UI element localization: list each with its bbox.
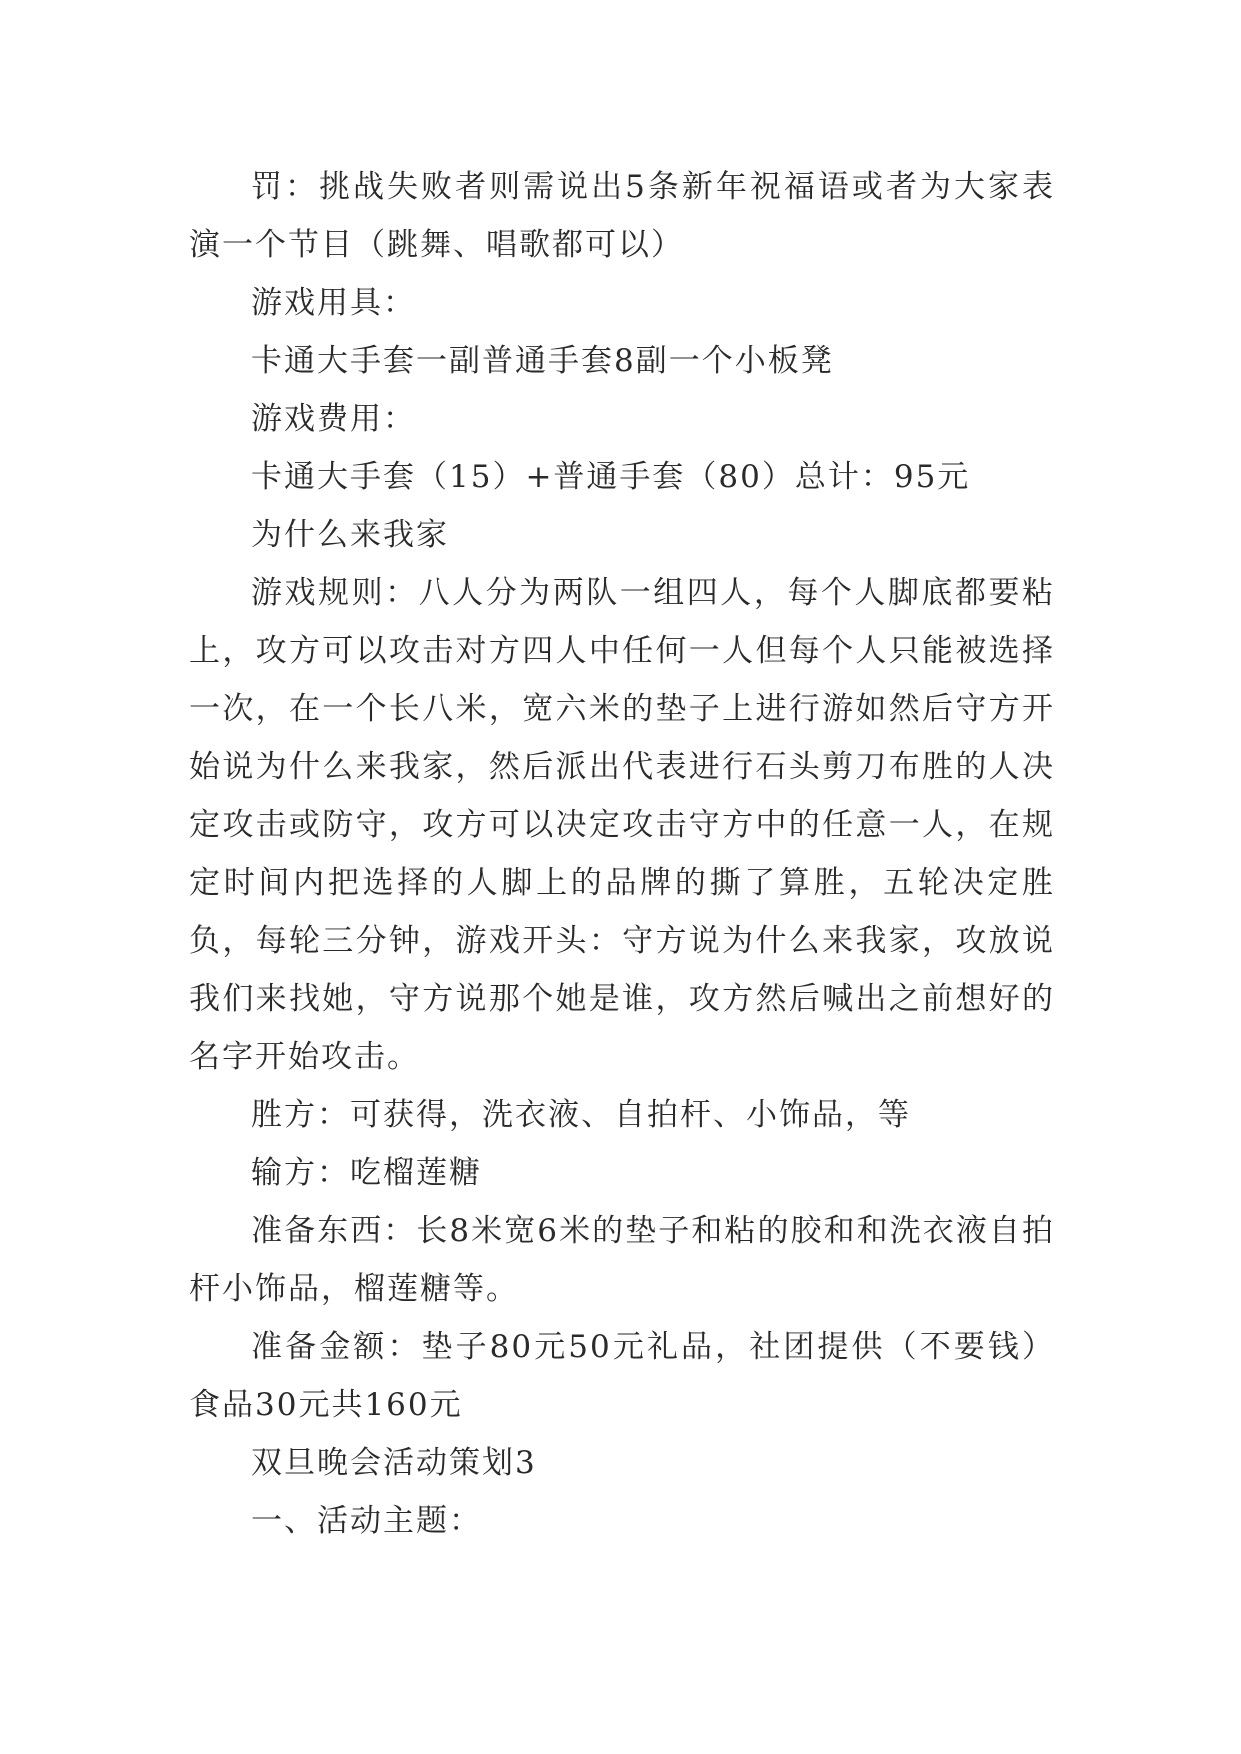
document-body bbox=[189, 158, 1055, 1550]
paragraph-loser: 输方：吃榴莲糖 bbox=[251, 1155, 482, 1191]
paragraph-activity-theme: 一、活动主题： bbox=[251, 1503, 482, 1539]
paragraph-game-cost-heading: 游戏费用： bbox=[251, 401, 416, 437]
paragraph-game-cost: 卡通大手套（15）+普通手套（80）总计：95元 bbox=[251, 459, 971, 495]
paragraph-game-rules: 游戏规则：八人分为两队一组四人，每个人脚底都要粘上，攻方可以攻击对方四人中任何一人但每个人只能被选择一次，在一个长八米，宽六米的垫子上进行游如然后守方开始说为什么来我家，然后派出代表进行石头剪刀布胜的人决定攻击或防守，攻方可以决定攻击守方中的任意一人，在规定时间内把选择的人脚上的品牌的撕了算胜，五轮决定胜负，每轮三分钟，游戏开头：守方说为什么来我家，攻放说我们来找她，守方说那个她是谁，攻方然后喊出之前想好的名字开始攻击。 bbox=[189, 575, 1055, 1075]
paragraph-game-props: 卡通大手套一副普通手套8副一个小板凳 bbox=[251, 343, 834, 379]
paragraph-section-title: 双旦晚会活动策划3 bbox=[251, 1445, 537, 1481]
paragraph-game-title: 为什么来我家 bbox=[251, 517, 449, 553]
paragraph-budget: 准备金额：垫子80元50元礼品，社团提供（不要钱）食品30元共160元 bbox=[189, 1329, 1055, 1423]
paragraph-preparation: 准备东西：长8米宽6米的垫子和粘的胶和和洗衣液自拍杆小饰品，榴莲糖等。 bbox=[189, 1213, 1055, 1307]
paragraph-game-props-heading: 游戏用具： bbox=[251, 285, 416, 321]
paragraph-winner: 胜方：可获得，洗衣液、自拍杆、小饰品，等 bbox=[251, 1097, 911, 1133]
paragraph-penalty: 罚：挑战失败者则需说出5条新年祝福语或者为大家表演一个节目（跳舞、唱歌都可以） bbox=[189, 169, 1055, 263]
